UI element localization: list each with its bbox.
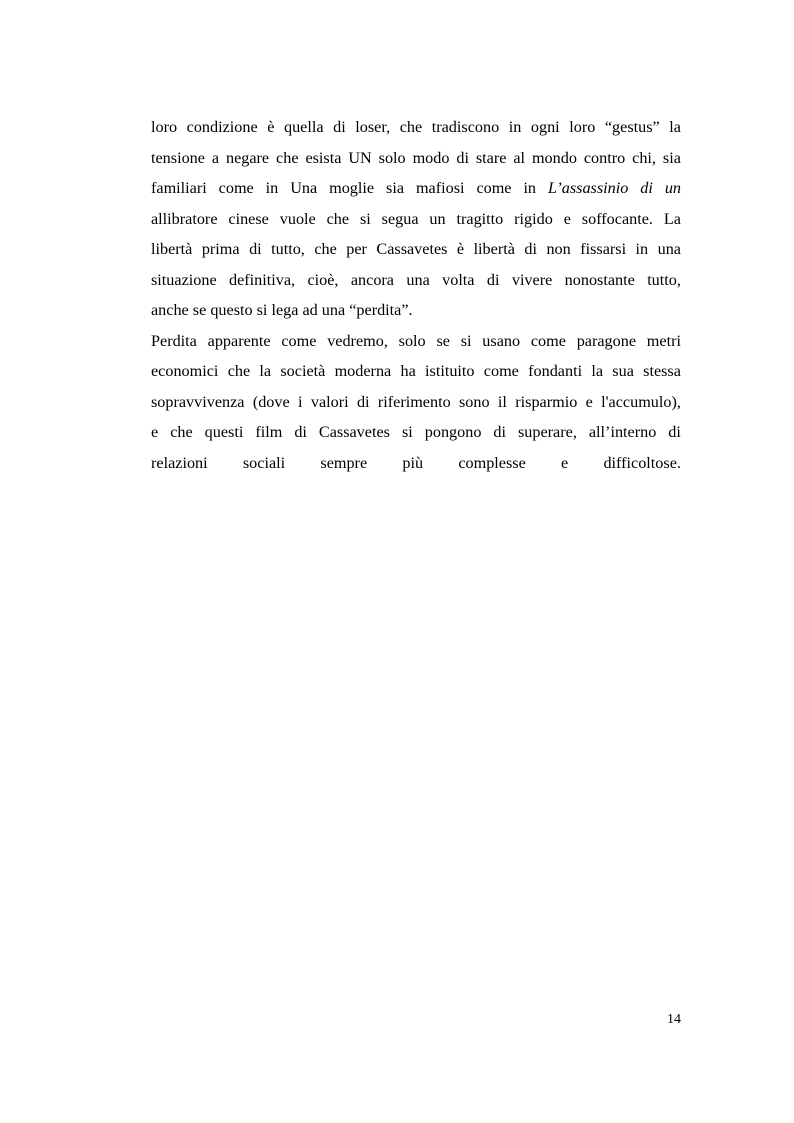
- word: tutto,: [271, 240, 305, 258]
- word: l'accumulo),: [601, 392, 681, 411]
- word: nonostante: [564, 270, 635, 289]
- word: stare: [475, 148, 507, 167]
- word: istituito: [425, 362, 475, 380]
- word: la: [591, 362, 604, 380]
- word: tragitto: [456, 209, 504, 228]
- italic-title-word: L’assassinio: [547, 179, 629, 197]
- word: sono: [459, 392, 490, 411]
- word: La: [663, 209, 681, 228]
- word: libertà: [473, 240, 515, 258]
- word: segua: [381, 209, 419, 228]
- word: i: [298, 392, 303, 411]
- word: un: [429, 209, 446, 228]
- word: di: [486, 270, 500, 289]
- page-number: 14: [667, 1012, 681, 1027]
- text-line: [151, 143, 681, 174]
- word: fondanti: [528, 362, 583, 380]
- text-line: [151, 173, 681, 204]
- word: sempre: [320, 453, 368, 472]
- word: per: [346, 240, 367, 258]
- word: paragone: [576, 331, 637, 350]
- word: libertà: [151, 240, 193, 258]
- word: ogni: [530, 118, 560, 136]
- word: come: [476, 179, 512, 197]
- word: contro: [583, 148, 626, 167]
- word: loro: [569, 118, 596, 136]
- word: UN: [348, 148, 372, 167]
- word: condizione: [186, 118, 258, 136]
- word: è: [456, 240, 465, 258]
- word: sociali: [242, 453, 286, 472]
- text-line-content: anche se questo si lega ad una “perdita”.: [151, 301, 413, 319]
- word: di: [668, 423, 681, 441]
- word: Cassavetes: [376, 240, 448, 258]
- word: si: [359, 209, 371, 228]
- word: fissarsi: [580, 240, 627, 258]
- word: apparente: [207, 331, 271, 350]
- word: loro: [151, 118, 178, 136]
- italic-title-word: un: [664, 179, 681, 197]
- word: situazione: [151, 270, 217, 289]
- word: volta: [442, 270, 475, 289]
- word: di: [249, 240, 262, 258]
- word: la: [259, 362, 272, 380]
- word: società: [280, 362, 326, 380]
- word: che: [326, 209, 350, 228]
- word: rigido: [514, 209, 553, 228]
- word: una: [657, 240, 681, 258]
- word: si: [401, 423, 413, 441]
- word: come: [281, 331, 317, 350]
- word: mafiosi: [415, 179, 465, 197]
- word: metri: [646, 331, 681, 350]
- word: e: [585, 392, 593, 411]
- word: di: [456, 148, 469, 167]
- word: relazioni: [151, 453, 208, 472]
- word: come: [218, 179, 254, 197]
- word: di: [294, 423, 307, 441]
- word: prima: [201, 240, 240, 258]
- text-line: [151, 295, 681, 326]
- word: all’interno: [588, 423, 657, 441]
- word: cioè,: [307, 270, 339, 289]
- word: una: [406, 270, 430, 289]
- text-line: [151, 204, 681, 235]
- word: usano: [482, 331, 521, 350]
- word: tutto,: [647, 270, 681, 289]
- word: in: [523, 179, 537, 197]
- word: più: [402, 453, 424, 472]
- word: economici: [151, 362, 219, 380]
- word: il: [497, 392, 507, 411]
- word: soffocante.: [581, 209, 653, 228]
- word: superare,: [518, 423, 577, 441]
- word: al: [513, 148, 526, 167]
- word: di: [524, 240, 537, 258]
- word: tradiscono: [431, 118, 500, 136]
- word: vivere: [511, 270, 553, 289]
- word: film: [255, 423, 283, 441]
- word: familiari: [151, 179, 207, 197]
- word: sia: [386, 179, 404, 197]
- word: la: [669, 118, 681, 136]
- word: ha: [400, 362, 416, 380]
- word: vuole: [279, 209, 316, 228]
- word: moderna: [334, 362, 392, 380]
- word: sua: [612, 362, 634, 380]
- text-line: [151, 112, 681, 143]
- text-line: [151, 387, 681, 418]
- word: risparmio: [515, 392, 578, 411]
- word: solo: [398, 331, 426, 350]
- text-line: [151, 265, 681, 296]
- text-line: [151, 448, 681, 479]
- word: solo: [378, 148, 406, 167]
- word: definitiva,: [229, 270, 296, 289]
- word: (dove: [252, 392, 290, 411]
- word: esista: [305, 148, 342, 167]
- word: negare: [225, 148, 270, 167]
- word: “gestus”: [604, 118, 660, 136]
- word: e: [151, 423, 159, 441]
- word: come: [530, 331, 566, 350]
- italic-title-word: di: [640, 179, 653, 197]
- word: di: [356, 392, 370, 411]
- word: in: [508, 118, 522, 136]
- text-line: [151, 234, 681, 265]
- word: valori: [310, 392, 349, 411]
- word: ancora: [350, 270, 394, 289]
- word: di: [493, 423, 506, 441]
- word: quella: [283, 118, 324, 136]
- word: che: [276, 148, 299, 167]
- word: Cassavetes: [318, 423, 390, 441]
- word: a: [211, 148, 220, 167]
- word: pongono: [424, 423, 482, 441]
- word: in: [635, 240, 649, 258]
- word: si: [460, 331, 472, 350]
- word: non: [546, 240, 571, 258]
- word: che: [227, 362, 251, 380]
- word: sia: [662, 148, 681, 167]
- word: loser,: [355, 118, 391, 136]
- text-line: [151, 417, 681, 448]
- word: chi,: [632, 148, 656, 167]
- word: questi: [204, 423, 244, 441]
- word: allibratore: [151, 209, 218, 228]
- word: sopravvivenza: [151, 392, 245, 411]
- word: se: [436, 331, 450, 350]
- word: moglie: [329, 179, 375, 197]
- word: e: [563, 209, 571, 228]
- word: che: [170, 423, 193, 441]
- word: come: [483, 362, 519, 380]
- word: complesse: [458, 453, 526, 472]
- word: che: [314, 240, 337, 258]
- word: vedremo,: [327, 331, 388, 350]
- word: cinese: [228, 209, 269, 228]
- word: Una: [290, 179, 318, 197]
- word: riferimento: [377, 392, 451, 411]
- word: stessa: [643, 362, 681, 380]
- word: è: [267, 118, 275, 136]
- word: Perdita: [151, 331, 197, 350]
- word: modo: [412, 148, 450, 167]
- word: di: [333, 118, 346, 136]
- word: mondo: [531, 148, 577, 167]
- word: e: [561, 453, 569, 472]
- body-text: [151, 112, 681, 478]
- word: difficoltose.: [603, 453, 681, 472]
- word: tensione: [151, 148, 205, 167]
- word: in: [265, 179, 279, 197]
- word: che: [399, 118, 423, 136]
- text-line: [151, 356, 681, 387]
- text-line: [151, 326, 681, 357]
